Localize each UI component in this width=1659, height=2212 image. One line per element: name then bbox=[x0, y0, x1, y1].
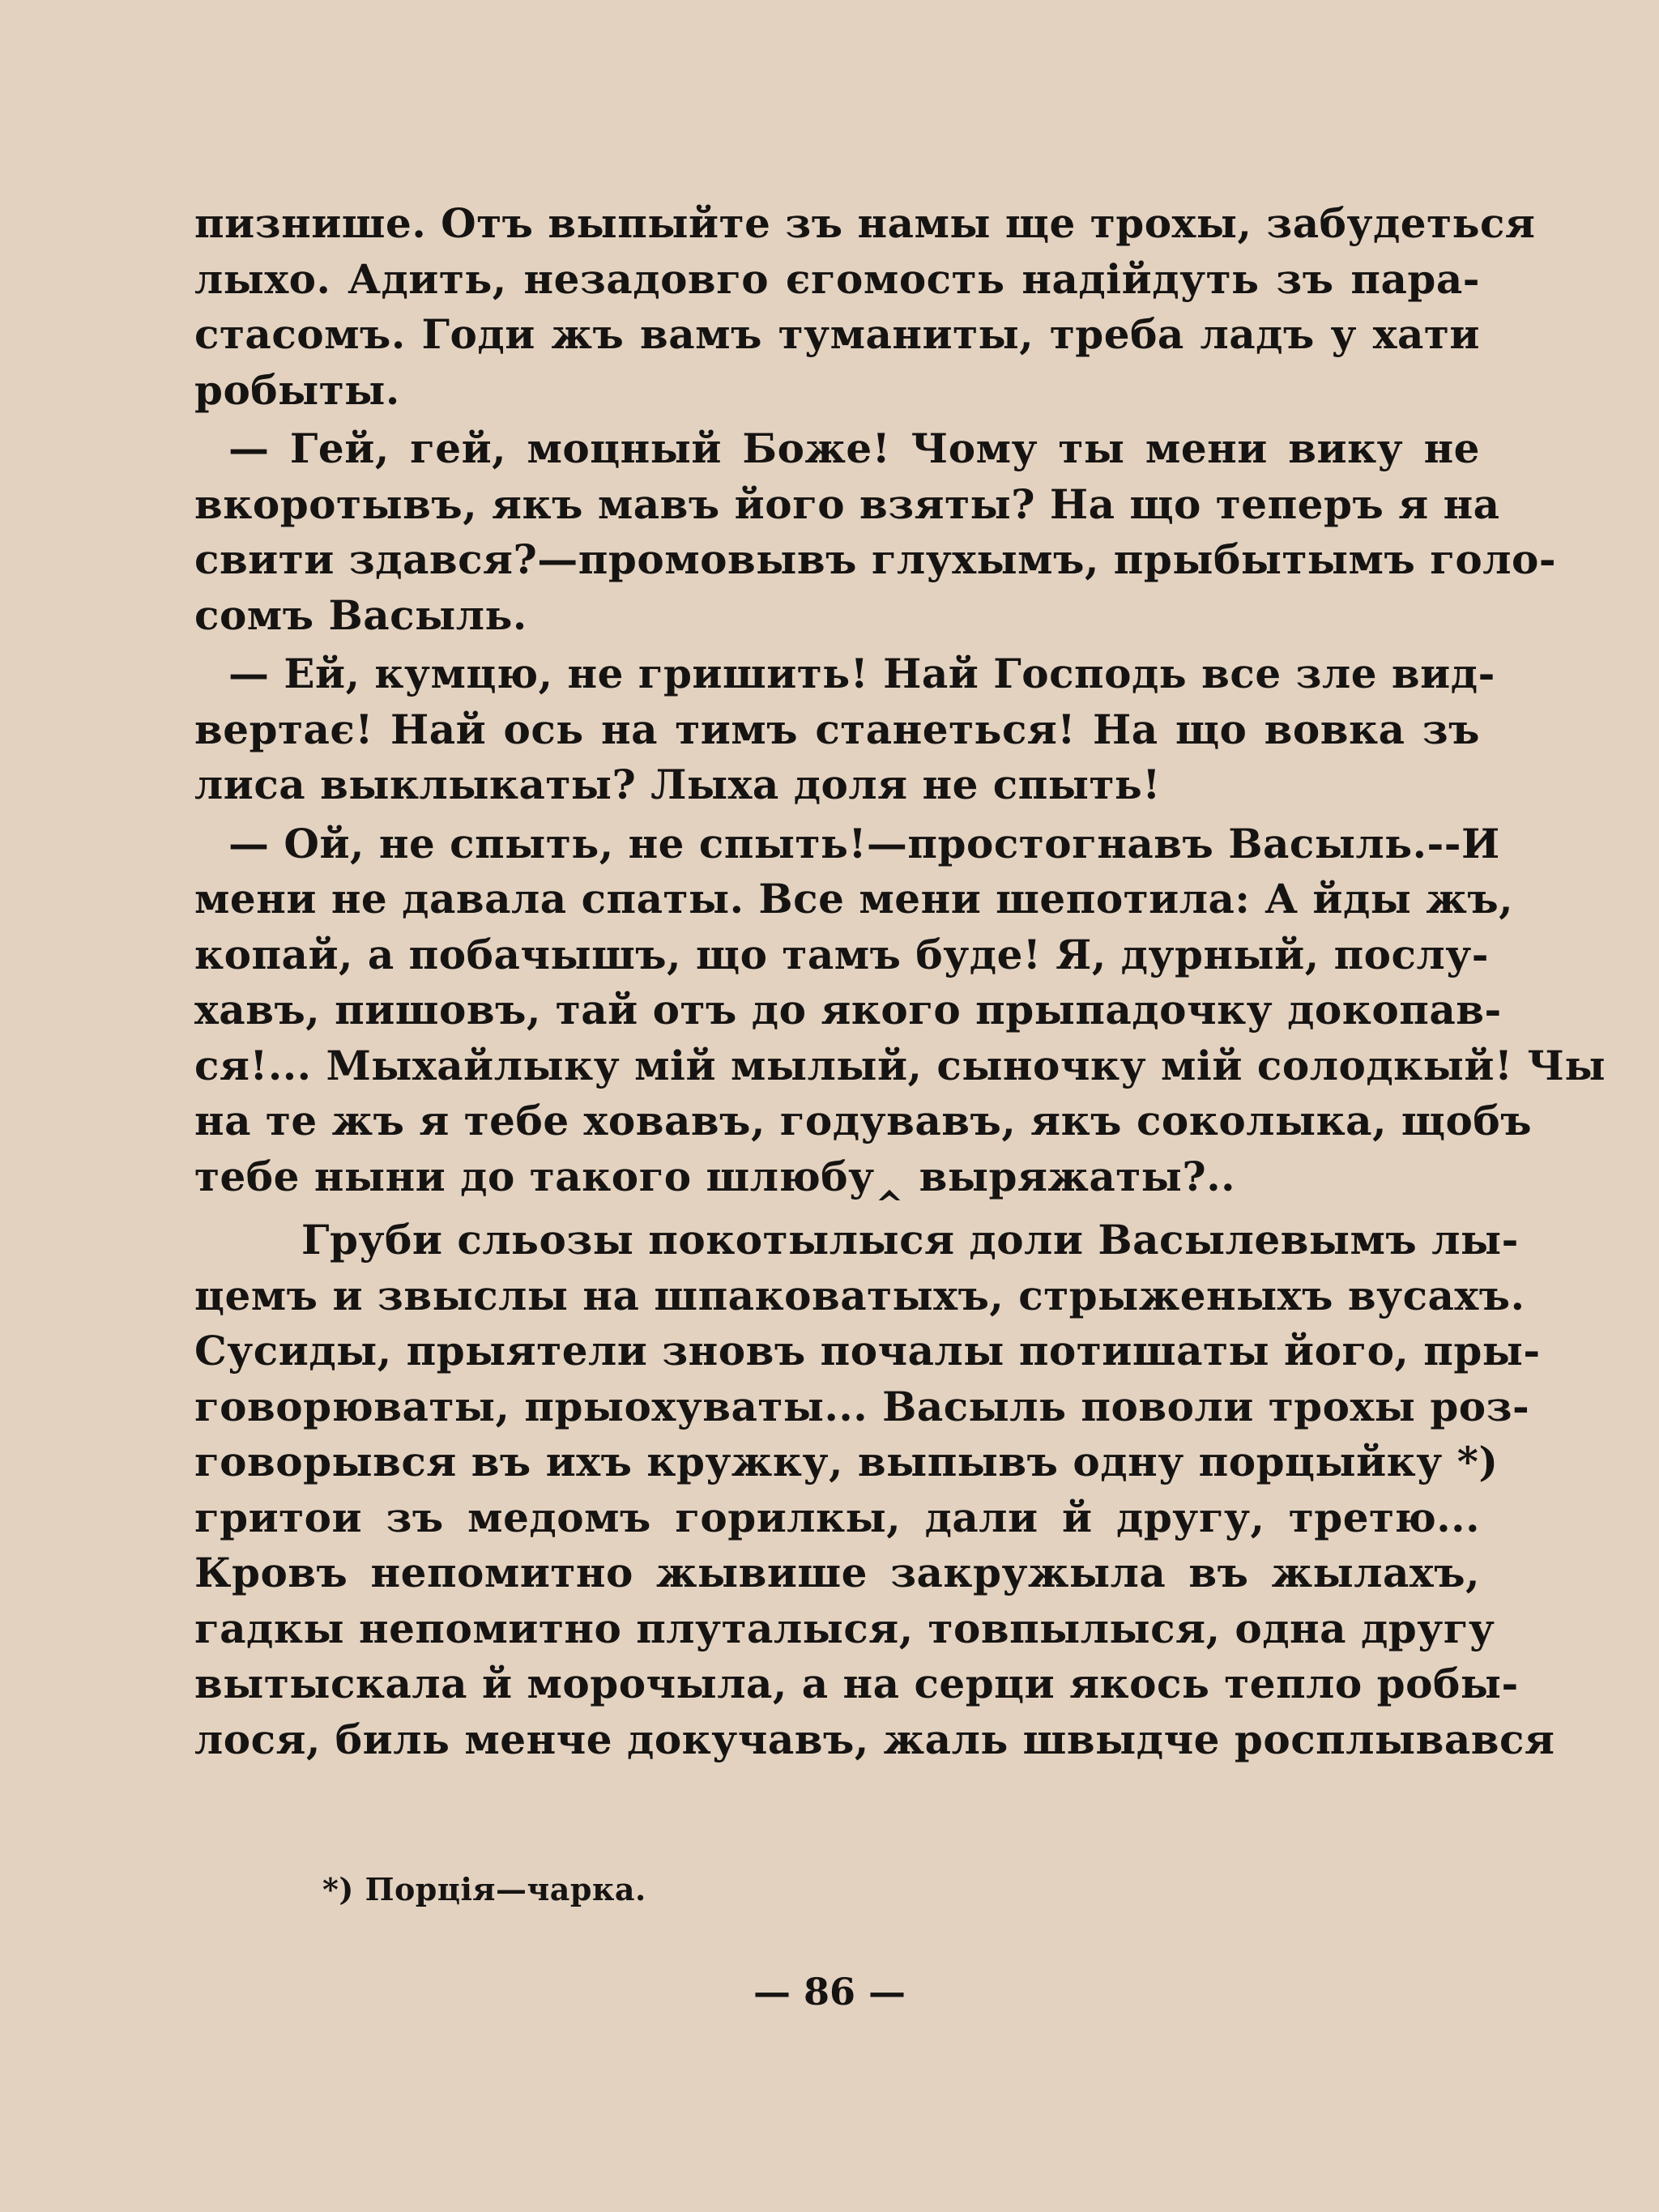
text-line: вкоротывъ, якъ мавъ його взяты? На що теперъ я на bbox=[194, 479, 1500, 528]
text-line: вертає! Най ось на тимъ станеться! На що вовка зъ bbox=[194, 705, 1480, 753]
text-line: цемъ и звыслы на шпаковатыхъ, стрыженыхъ вусахъ. bbox=[194, 1271, 1525, 1319]
text-line: робыты. bbox=[194, 365, 400, 414]
paragraph bbox=[194, 196, 1536, 418]
text-line: свити здався?—промовывъ глухымъ, прыбытымъ голо- bbox=[194, 535, 1557, 583]
text-line: хавъ, пишовъ, тай отъ до якого прыпадочку докопав- bbox=[194, 986, 1502, 1034]
paragraph bbox=[194, 1213, 1555, 1767]
page-number: — 86 — bbox=[753, 1970, 906, 2014]
paragraph bbox=[194, 816, 1606, 1205]
footnote: *) Порція—чарка. bbox=[322, 1871, 646, 1907]
text-line: копай, а побачышъ, що тамъ буде! Я, дурный, послу- bbox=[194, 930, 1489, 978]
text-line: лиса выклыкаты? Лыха доля не спыть! bbox=[194, 761, 1161, 808]
text-line: гритои зъ медомъ горилкы, дали й другу, третю... bbox=[194, 1493, 1480, 1541]
text-line: говорывся въ ихъ кружку, выпывъ одну порцыйку *) bbox=[194, 1438, 1499, 1485]
text-line: — Ей, кумцю, не гришить! Най Господь все зле вид- bbox=[228, 650, 1495, 697]
text-line: пизнише. Отъ выпыйте зъ намы ще трохы, забудеться bbox=[194, 199, 1536, 247]
page-body bbox=[194, 196, 1606, 1767]
text-line: на те жъ я тебе ховавъ, годувавъ, якъ соколыка, щобъ bbox=[194, 1097, 1533, 1144]
text-line: ся!... Мыхайлыку мій мылый, сыночку мій солодкый! Чы bbox=[194, 1041, 1606, 1089]
text-line: говорюваты, прыохуваты... Васыль поволи трохы роз- bbox=[194, 1382, 1530, 1430]
paragraph bbox=[194, 421, 1557, 643]
text-line: лося, биль менче докучавъ, жаль швыдче росплывався bbox=[194, 1715, 1555, 1763]
paragraph bbox=[194, 646, 1495, 813]
text-line: сомъ Васыль. bbox=[194, 590, 527, 639]
text-line: — Ой, не спыть, не спыть!—простогнавъ Васыль.--И bbox=[228, 819, 1500, 867]
text-line: вытыскала й морочыла, а на серци якось тепло робы- bbox=[194, 1660, 1519, 1707]
text-line: Груби сльозы покотылыся доли Васылевымъ лы- bbox=[301, 1216, 1519, 1264]
text-line: Кровъ непомитно жывише закружыла въ жылахъ, bbox=[194, 1549, 1480, 1596]
text-line: Сусиды, прыятели зновъ почалы потишаты його, пры- bbox=[194, 1327, 1541, 1375]
text-line: — Гей, гей, моцный Боже! Чому ты мени вику не bbox=[228, 424, 1480, 472]
text-line: стасомъ. Годи жъ вамъ туманиты, треба ладъ у хати bbox=[194, 310, 1480, 358]
text-line: тебе ныни до такого шлюбу‸ выряжаты?.. bbox=[194, 1152, 1236, 1200]
text-line: лыхо. Адить, незадовго єгомость надійдуть зъ пара- bbox=[194, 254, 1480, 303]
text-line: гадкы непомитно плуталыся, товпылыся, одна другу bbox=[194, 1604, 1495, 1652]
text-line: мени не давала спаты. Все мени шепотила: А йды жъ, bbox=[194, 875, 1514, 923]
